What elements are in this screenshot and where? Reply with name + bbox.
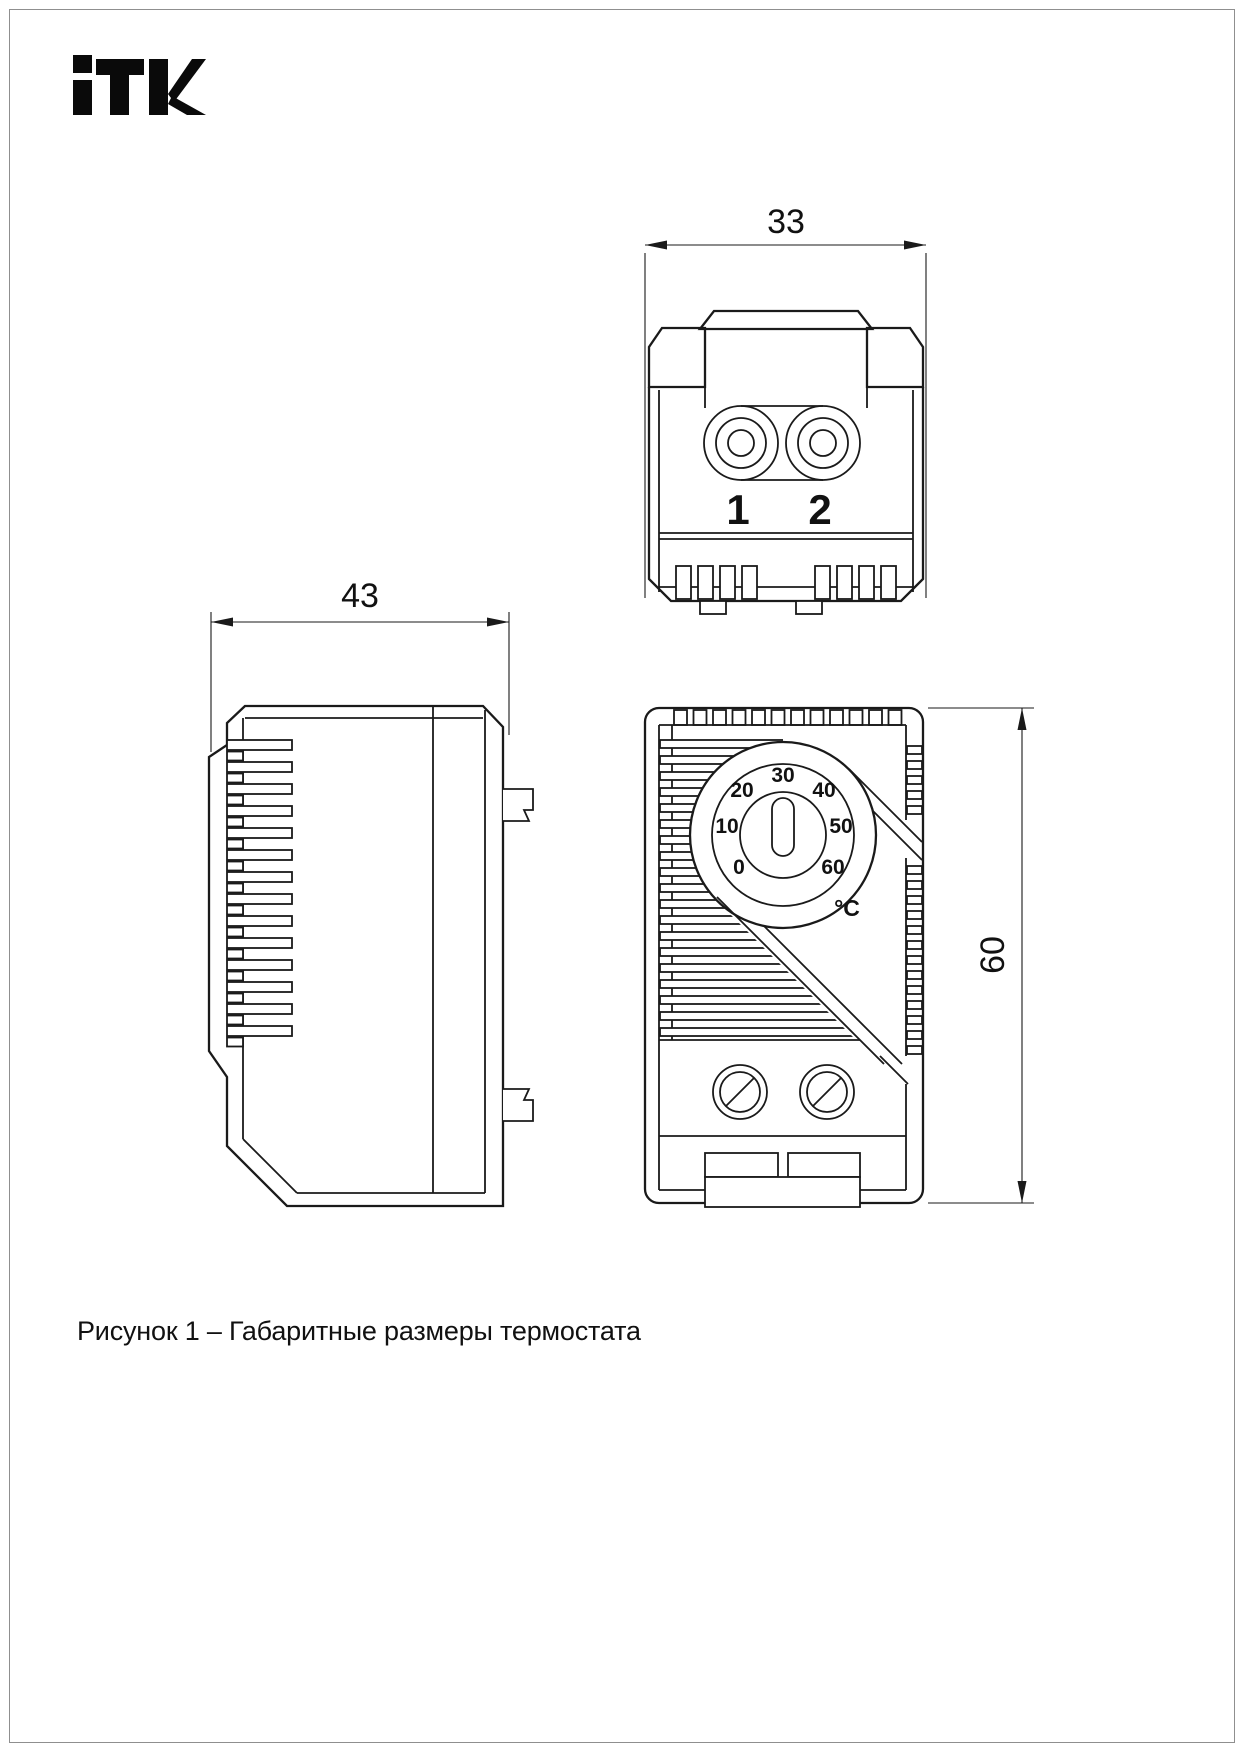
terminal-1-label: 1 [726,486,750,533]
vent-tooth [850,710,863,725]
terminal-opening [788,1153,860,1177]
vent-tooth [869,710,882,725]
fin-slat [227,994,243,1003]
side-vent-slat [907,1016,922,1024]
louver-slat [660,948,905,956]
louver-slat [660,836,905,844]
figure-caption: Рисунок 1 – Габаритные размеры термостата [77,1316,641,1346]
vent-slot [676,566,691,599]
side-vent-slat [907,1001,922,1009]
fin-slat [227,894,292,904]
side-view [209,577,533,1206]
dim-43-label: 43 [341,577,379,615]
vent-slot [698,566,713,599]
din-clip-tab [503,789,533,821]
side-vent-slat [907,971,922,979]
vent-tooth [674,710,687,725]
side-vent-slat [907,806,922,814]
vent-tooth [694,710,707,725]
side-vent-slat [907,956,922,964]
vent-slot [859,566,874,599]
vent-slot [720,566,735,599]
vent-slots [676,566,896,599]
vent-slot [881,566,896,599]
vent-tooth [811,710,824,725]
fin-slat [227,840,243,849]
dial-scale-label: 0 [733,856,745,879]
fin-slat [227,784,292,794]
louver-slat [660,916,905,924]
side-vent-slat [907,791,922,799]
fin-slat [227,906,243,915]
din-foot [705,1177,860,1207]
trim-stripe [764,926,902,1064]
side-vent-slat [907,1031,922,1039]
front-view [645,708,1034,1207]
side-vent-slat [907,911,922,919]
fin-slat [227,950,243,959]
louver-slat [660,932,905,940]
right-vent-slats [907,746,922,1054]
terminal-2 [786,406,860,480]
screw-icon [713,1065,767,1119]
fin-slat [227,850,292,860]
fin-slat [227,752,243,761]
dial-scale-label: 30 [771,764,795,787]
vent-tooth [752,710,765,725]
fin-slat [227,762,292,772]
terminal-2-label: 2 [808,486,832,533]
fin-slat [227,1026,292,1036]
fin-slat [227,872,292,882]
terminal-1 [704,406,778,480]
vent-tooth [772,710,785,725]
fin-slat [227,884,243,893]
dial-scale-label: 40 [812,779,836,802]
fin-slat [227,938,292,948]
fin-slat [227,828,292,838]
louver-slat [660,996,905,1004]
side-vent-slat [907,776,922,784]
dial-scale-label: 10 [715,815,739,838]
side-vent-slat [907,881,922,889]
fin-slat [227,1004,292,1014]
side-vent-slat [907,866,922,874]
fin-slat [227,796,243,805]
louver-slat [660,1012,905,1020]
fin-slat [227,806,292,816]
top-vent-teeth [674,710,902,725]
louver-slat [660,820,905,828]
side-vent-slat [907,941,922,949]
dim-60-label: 60 [974,936,1012,974]
mount-foot [796,601,822,614]
louver-slat [660,884,905,892]
dim-33-label: 33 [767,203,805,241]
dial-scale-label: 50 [829,815,853,838]
fin-slat [227,740,292,750]
din-clip-tab [503,1089,533,1121]
fin-slat [227,774,243,783]
mount-foot [700,601,726,614]
vent-tooth [733,710,746,725]
side-louvers [227,740,292,1047]
side-vent-slat [907,761,922,769]
vent-tooth [713,710,726,725]
vent-tooth [830,710,843,725]
vent-slot [837,566,852,599]
fin-slat [227,960,292,970]
dial-knob-slot [772,798,794,856]
top-view [645,203,926,614]
dial-knob [740,792,826,878]
side-vent-slat [907,1046,922,1054]
vent-slot [815,566,830,599]
louver-slat [660,964,905,972]
fin-slat [227,916,292,926]
fin-slat [227,972,243,981]
vent-tooth [791,710,804,725]
side-vent-slat [907,746,922,754]
fin-slat [227,862,243,871]
side-vent-slat [907,926,922,934]
dial-scale-label: 60 [821,856,845,879]
screw-icon [800,1065,854,1119]
fin-slat [227,982,292,992]
fin-slat [227,928,243,937]
louver-slat [660,804,905,812]
fin-slat [227,1016,243,1025]
dial-scale-label: 20 [730,779,754,802]
terminal-opening [705,1153,778,1177]
vent-slot [742,566,757,599]
side-vent-slat [907,986,922,994]
fin-slat [227,818,243,827]
fin-slat [227,1038,243,1047]
louver-slat [660,980,905,988]
vent-tooth [889,710,902,725]
side-vent-slat [907,896,922,904]
celsius-unit-label: °C [834,895,860,921]
louver-slat [660,756,905,764]
